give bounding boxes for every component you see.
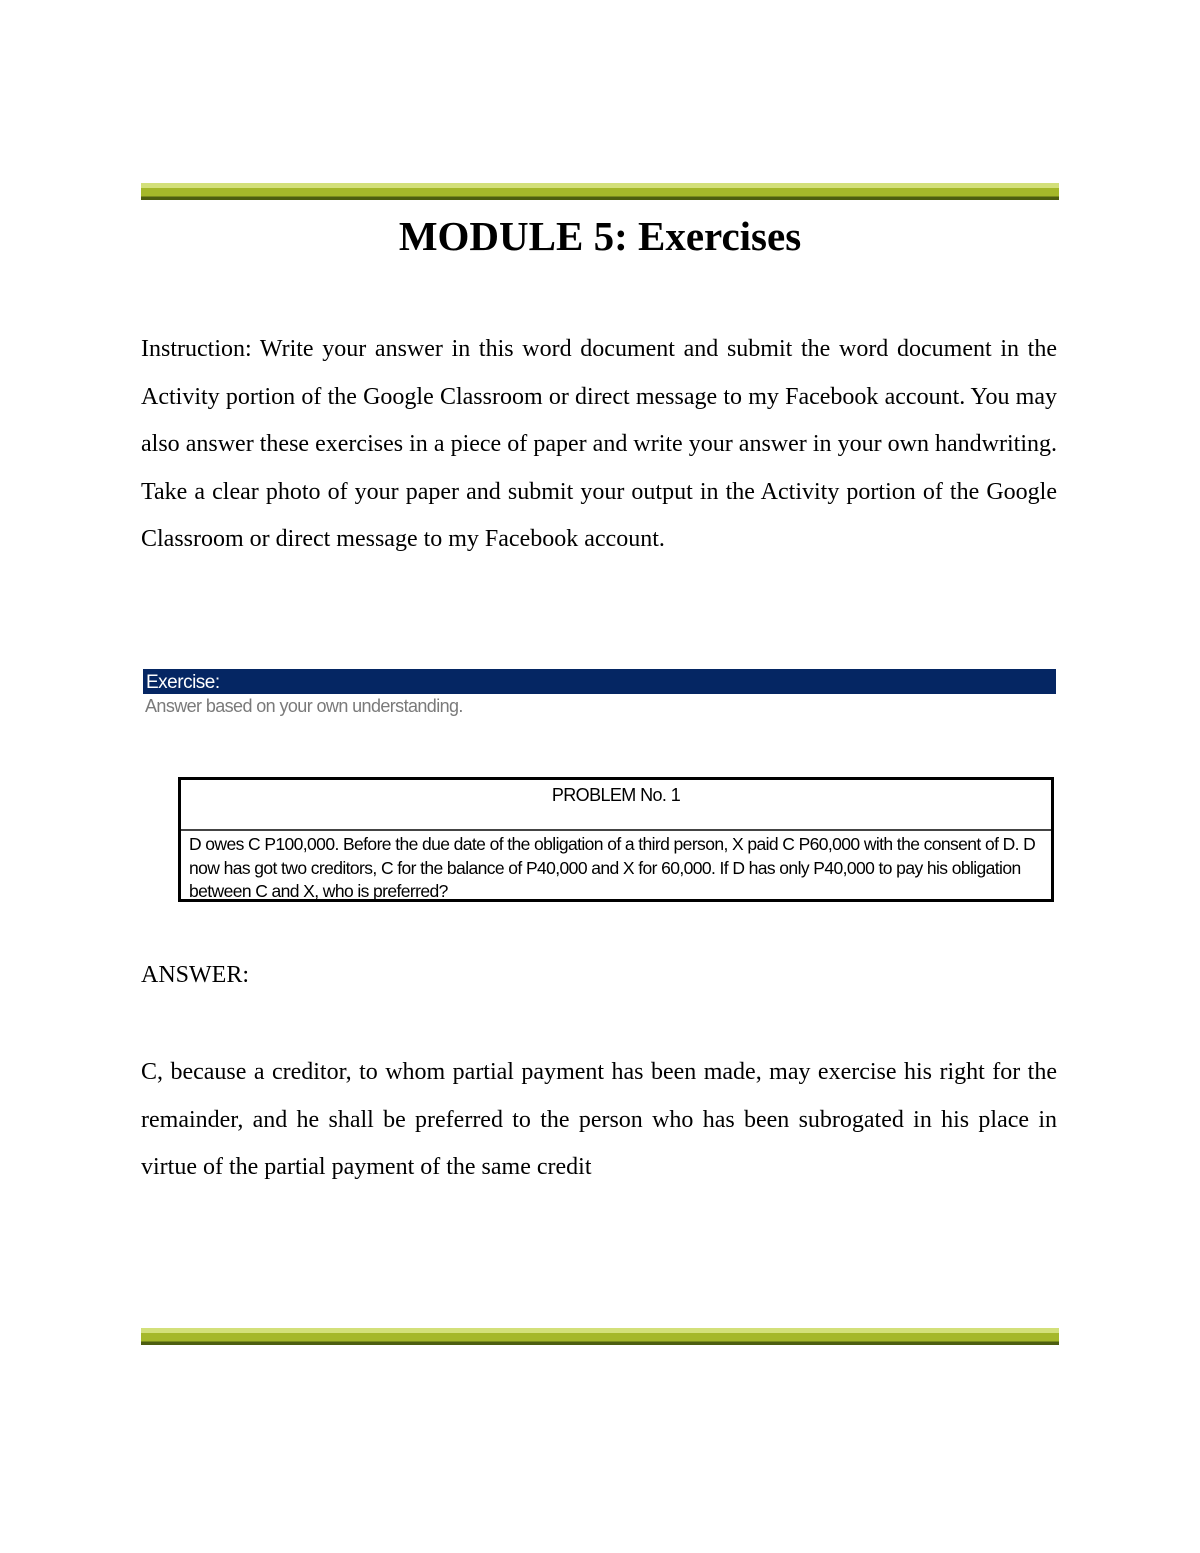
instruction-paragraph: Instruction: Write your answer in this word document and submit the word document in the Activity portion of the Google Classroom or direct message to my Facebook account. You may also answer these exercises in a piece of paper and write your answer in your own handwriting. Take a clear photo of your paper and submit your output in the Activity portion of the Google Classroom or direct message to my Facebook account.: [141, 336, 1057, 552]
top-divider-bar: [141, 183, 1059, 200]
problem-heading: PROBLEM No. 1: [181, 780, 1051, 831]
page-title: MODULE 5: Exercises: [398, 213, 802, 259]
answer-label: ANSWER:: [141, 962, 249, 988]
problem-text: D owes C P100,000. Before the due date of the obligation of a third person, X paid C P60,000 with the consent of D. D now has got two creditors, C for the balance of P40,000 and X for 60,000. If D has only P40,000 to pay his obligation between C and X, who is preferred?: [189, 834, 1036, 901]
bottom-divider-bar: [141, 1328, 1059, 1345]
answer-text: C, because a creditor, to whom partial payment has been made, may exercise his right for the remainder, and he shall be preferred to the person who has been subrogated in his place in virtue of the partial payment of the same credit: [141, 1059, 1057, 1180]
exercise-heading: Exercise:: [143, 669, 1056, 694]
exercise-subtitle: Answer based on your own understanding.: [145, 696, 463, 716]
problem-table: [178, 777, 1054, 902]
